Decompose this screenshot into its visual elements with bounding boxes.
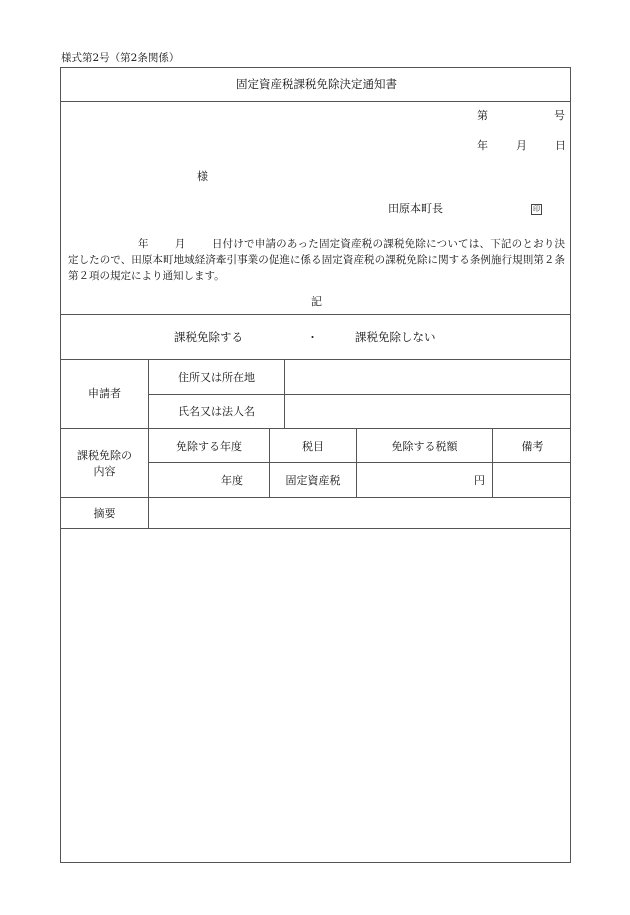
divider (61, 428, 570, 429)
column-divider (269, 428, 270, 497)
applicant-label: 申請者 (88, 387, 121, 400)
header-exempt-year: 免除する年度 (176, 440, 242, 453)
date-day: 日 (555, 139, 566, 152)
tax-type-value: 固定資産税 (285, 474, 341, 487)
ki-heading: 記 (311, 295, 322, 308)
column-divider (356, 428, 357, 497)
divider (61, 497, 570, 498)
header-tax-type: 税目 (302, 440, 324, 453)
header-exempt-amount: 免除する税額 (391, 440, 458, 453)
divider (61, 314, 570, 315)
body-text: 日付けで申請のあった固定資産税の課税免除については、下記のとおり決定したので、田原本町地域経済牽引事業の促進に係る固定資産税の課税免除に関する条例施行規則第２条第２項の規定により通知します。 (68, 238, 566, 282)
seal-mark: 印 (533, 205, 540, 213)
divider (61, 528, 570, 529)
form-number-label: 様式第2号（第2条関係） (61, 52, 180, 64)
summary-label: 摘要 (93, 507, 116, 520)
exemption-label: 課税免除の内容 (77, 449, 132, 478)
body-month: 月 (174, 238, 186, 250)
divider (148, 462, 570, 463)
header-remarks: 備考 (521, 440, 544, 453)
notice-body (68, 236, 565, 284)
notice-form (60, 67, 571, 863)
document-number-prefix: 第 (477, 109, 488, 122)
divider (61, 101, 570, 102)
issuer-name: 田原本町長 (388, 202, 443, 215)
form-title: 固定資産税課税免除決定通知書 (236, 77, 397, 91)
column-divider (492, 428, 493, 497)
exempt-year-unit: 年度 (221, 474, 243, 487)
address-label: 住所又は所在地 (178, 371, 255, 384)
option-separator: ・ (307, 331, 318, 344)
option-exempt[interactable]: 課税免除する (174, 330, 243, 344)
name-label: 氏名又は法人名 (178, 405, 255, 418)
date-month: 月 (516, 139, 527, 152)
date-year: 年 (477, 139, 488, 152)
divider (61, 359, 570, 360)
addressee-suffix: 様 (197, 170, 208, 183)
document-number-suffix: 号 (554, 109, 565, 122)
amount-unit: 円 (474, 474, 485, 487)
option-not-exempt[interactable]: 課税免除しない (355, 330, 436, 344)
body-year: 年 (138, 238, 149, 250)
divider (148, 394, 570, 395)
column-divider (284, 359, 285, 428)
